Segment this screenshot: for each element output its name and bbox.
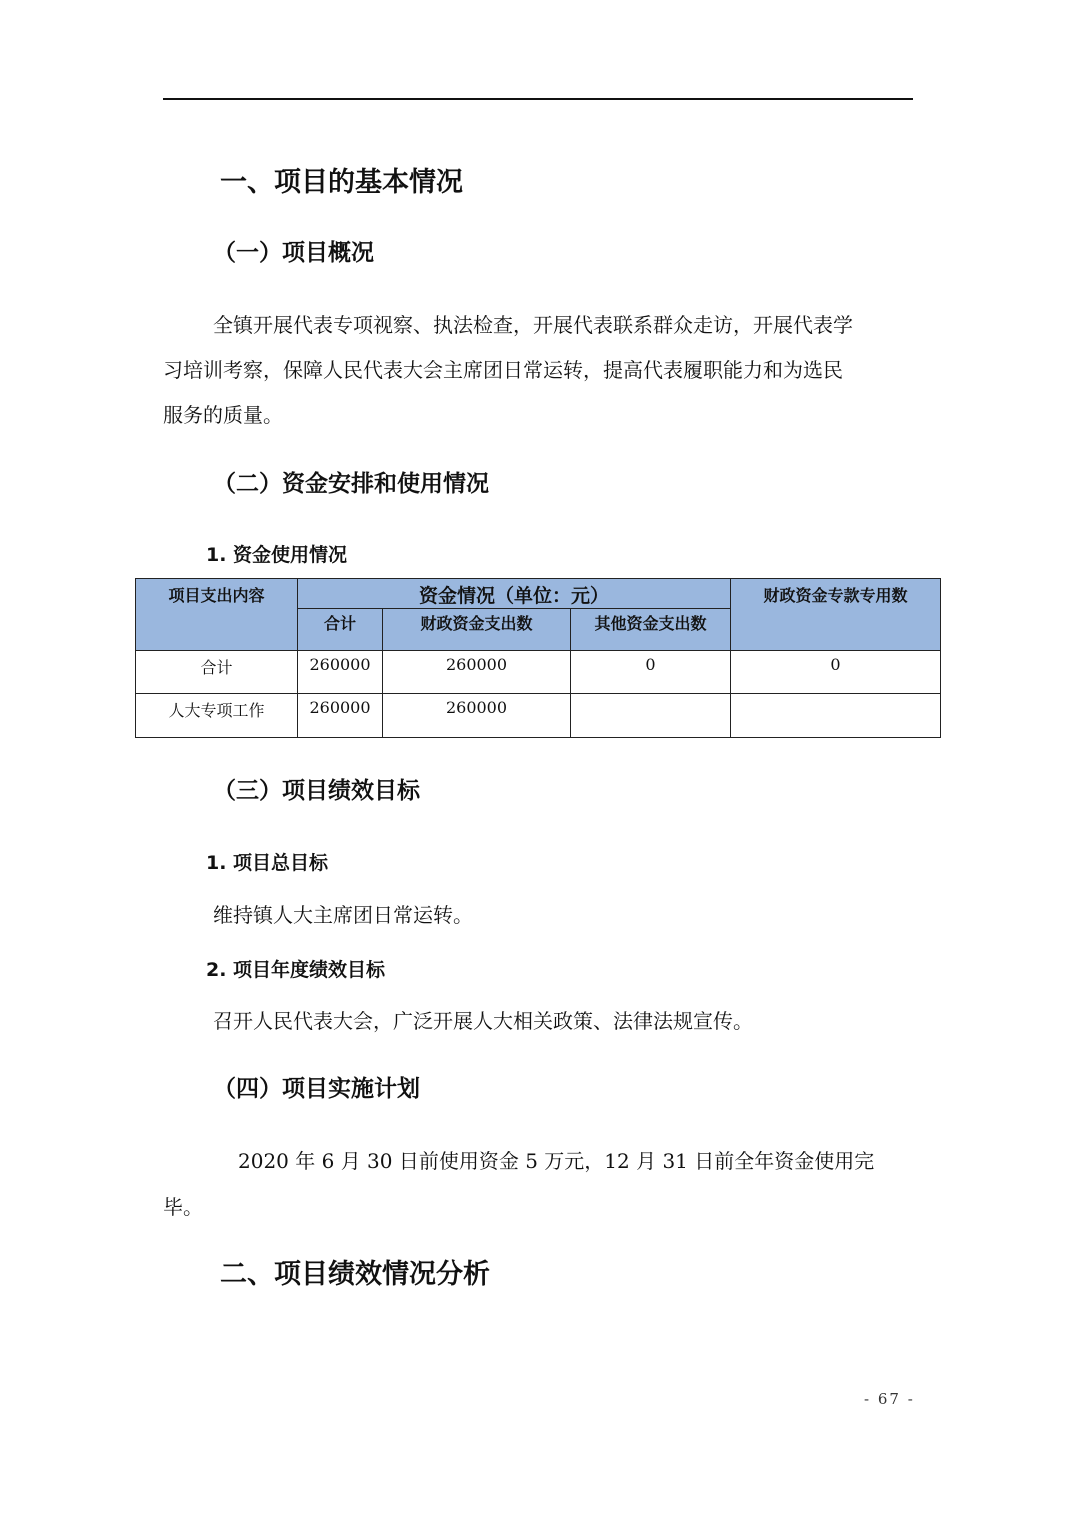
table-row-2-special	[730, 693, 941, 738]
header-rule	[163, 98, 913, 100]
header-item: 项目支出内容	[135, 578, 298, 651]
section-1-heading: 一、项目的基本情况	[220, 167, 463, 198]
header-other: 其他资金支出数	[570, 608, 731, 651]
annual-goal-label: 2. 项目年度绩效目标	[206, 959, 386, 981]
table-row-1-total: 260000	[297, 650, 383, 694]
section-2-heading: 二、项目绩效情况分析	[220, 1259, 490, 1290]
plan-line-1: 2020 年 6 月 30 日前使用资金 5 万元，12 月 31 日前全年资金使用完	[238, 1149, 875, 1173]
table-row-2-total: 260000	[297, 693, 383, 738]
table-row-1-fiscal: 260000	[382, 650, 571, 694]
subsection-2-heading: （二）资金安排和使用情况	[213, 471, 489, 497]
header-funds: 资金情况（单位：元）	[297, 578, 731, 609]
table-row-1-item: 合计	[135, 650, 298, 694]
overview-line-2: 习培训考察，保障人民代表大会主席团日常运转，提高代表履职能力和为选民	[163, 358, 843, 382]
overall-goal-label: 1. 项目总目标	[206, 852, 329, 874]
funds-table	[135, 578, 941, 738]
funds-usage-label: 1. 资金使用情况	[206, 544, 348, 566]
overview-line-3: 服务的质量。	[163, 403, 283, 427]
plan-line-2: 毕。	[163, 1195, 203, 1219]
overall-goal-text: 维持镇人大主席团日常运转。	[213, 903, 473, 927]
table-row-1-other: 0	[570, 650, 731, 694]
header-special: 财政资金专款专用数	[730, 578, 941, 651]
annual-goal-text: 召开人民代表大会，广泛开展人大相关政策、法律法规宣传。	[213, 1009, 753, 1033]
table-row-2-fiscal: 260000	[382, 693, 571, 738]
subsection-1-heading: （一）项目概况	[213, 240, 374, 266]
overview-line-1: 全镇开展代表专项视察、执法检查，开展代表联系群众走访，开展代表学	[213, 313, 853, 337]
table-row-1-special: 0	[730, 650, 941, 694]
table-row-2-item: 人大专项工作	[135, 693, 298, 738]
subsection-3-heading: （三）项目绩效目标	[213, 778, 420, 804]
subsection-4-heading: （四）项目实施计划	[213, 1076, 420, 1102]
page-number: - 67 -	[864, 1390, 915, 1408]
header-total: 合计	[297, 608, 383, 651]
header-fiscal: 财政资金支出数	[382, 608, 571, 651]
table-row-2-other	[570, 693, 731, 738]
